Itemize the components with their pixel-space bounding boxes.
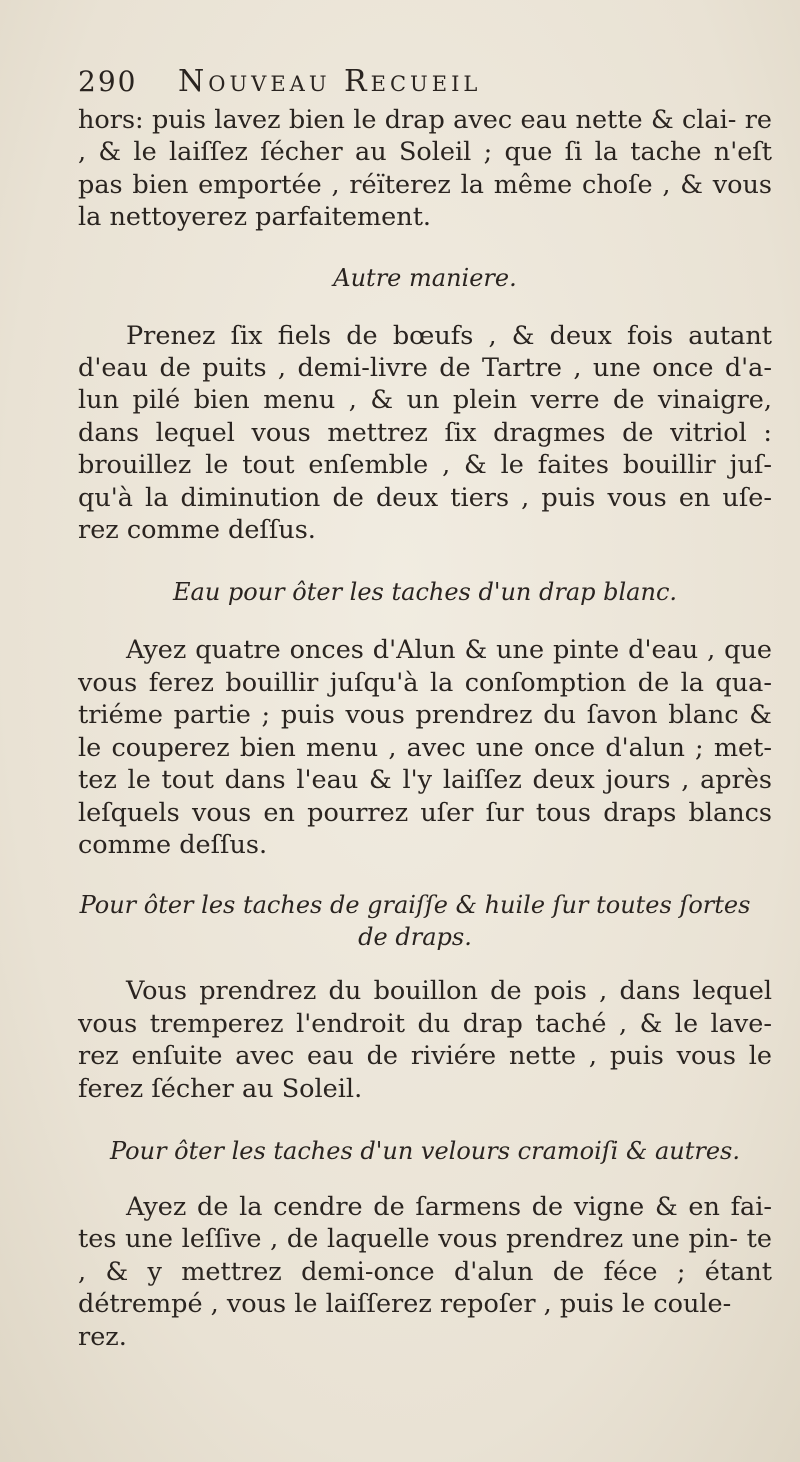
paragraph-recipe-pois: Vous prendrez du bouillon de pois , dans lequel vous tremperez l'endroit du drap taché , & le lave- rez enſuite avec eau de riviére nette , puis vous le ferez ſécher au Soleil. [78, 976, 772, 1104]
section-heading-autre-maniere: Autre maniere. [333, 263, 517, 292]
paragraph-continuation: hors: puis lavez bien le drap avec eau nette & clai- re , & le laiſſez ſécher au Soleil ; que ſi la tache n'eſt pas bien emportée , réïterez la même choſe , & vous la nettoyerez parfaitement. [78, 105, 772, 233]
paragraph-recipe-cendre: Ayez de la cendre de ſarmens de vigne & en fai- tes une leſſive , de laquelle vous prendrez une pin- te , & y mettrez demi-once d'alun de féce ; étant détrempé , vous le laiſſerez repoſer , puis le coule- [78, 1191, 772, 1320]
section-heading-velours-cramoisi: Pour ôter les taches d'un velours cramoiſi & autres. [110, 1136, 740, 1165]
section-heading-graisse-huile: Pour ôter les taches de graiſſe & huile ſur toutes ſortes de draps. [79, 891, 751, 952]
running-title: Nouveau Recueil [178, 64, 482, 99]
page-header [78, 62, 772, 102]
paragraph-recipe-fiels: Prenez ſix fiels de bœufs , & deux fois autant d'eau de puits , demi-livre de Tartre , une once d'a- lun pilé bien menu , & un plein verre de vinaigre, dans lequel vous mettrez ſix dragmes de vitriol : brouillez le tout enſemble , & le faites bouillir juſ- qu'à la diminution de deux tiers , puis vous en uſe- rez comme deſſus. [78, 320, 772, 546]
paragraph-recipe-alun: Ayez quatre onces d'Alun & une pinte d'eau , que vous ferez bouillir juſqu'à la conſomption de la qua- triéme partie ; puis vous prendrez du ſavon blanc & le couperez bien menu , avec une once d'alun ; met- tez le tout dans l'eau & l'y laiſſez deux jours , après leſquels vous en pourrez uſer ſur tous draps blancs comme deſſus. [78, 635, 772, 860]
page-number: 290 [78, 65, 138, 98]
paragraph-recipe-cendre-end: rez. [78, 1321, 127, 1352]
section-heading-drap-blanc: Eau pour ôter les taches d'un drap blanc. [172, 578, 678, 607]
